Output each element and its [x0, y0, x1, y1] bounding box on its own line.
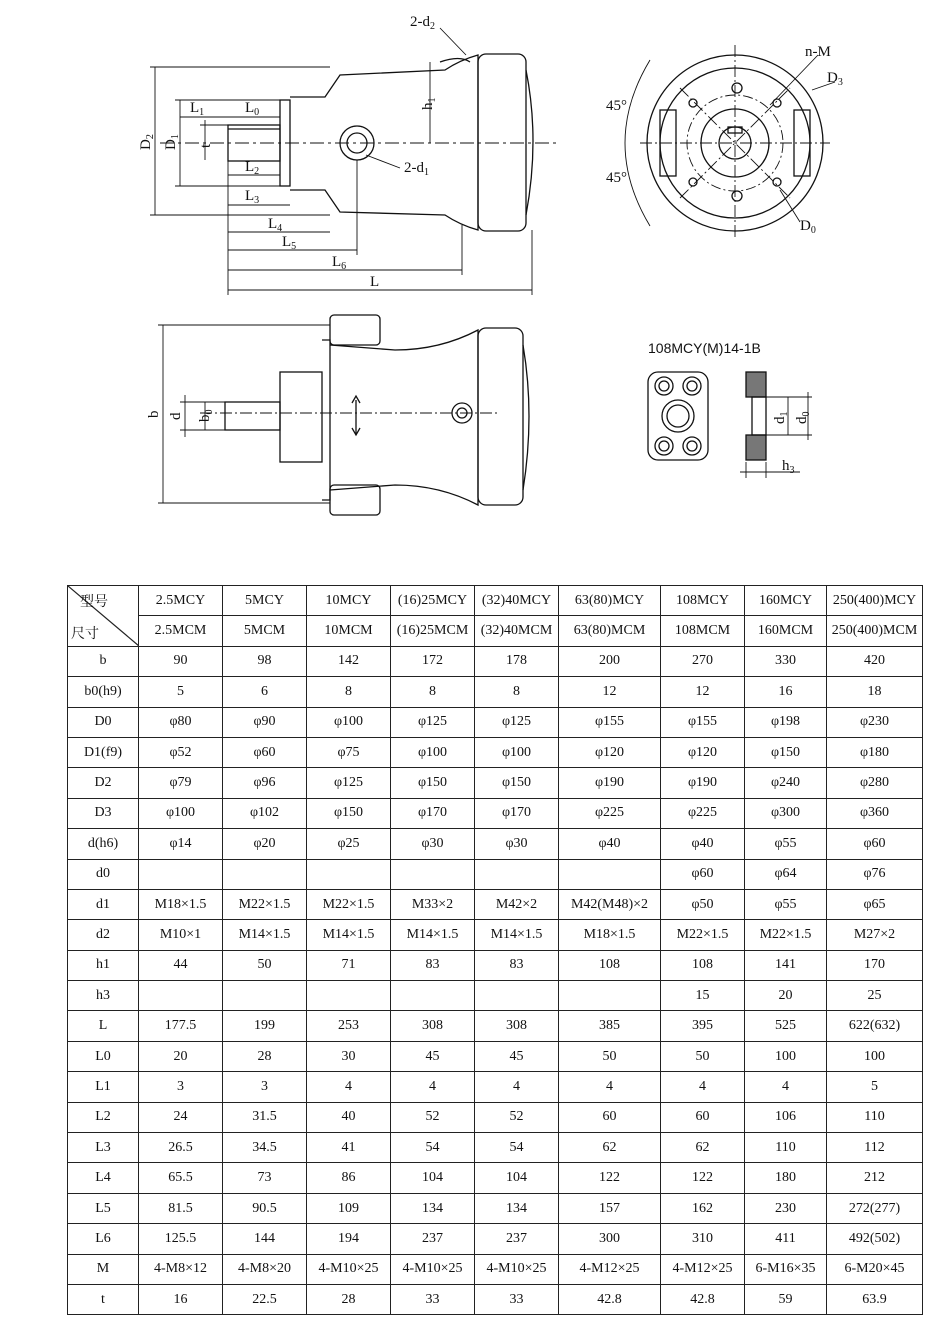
- table-cell: 4: [559, 1072, 661, 1102]
- table-cell: φ20: [223, 829, 307, 859]
- label-h1: $h_1$: [420, 97, 438, 110]
- table-cell: φ225: [661, 798, 745, 828]
- table-cell: [223, 859, 307, 889]
- table-cell: [139, 859, 223, 889]
- label-n-M: n-M: [805, 44, 831, 60]
- table-cell: M33×2: [391, 889, 475, 919]
- table-cell: 28: [307, 1284, 391, 1314]
- table-cell: φ30: [391, 829, 475, 859]
- table-row: [68, 1254, 923, 1284]
- table-cell: M18×1.5: [559, 920, 661, 950]
- label-D3: $D_3$: [827, 70, 843, 88]
- table-row: [68, 1072, 923, 1102]
- table-cell: 104: [475, 1163, 559, 1193]
- table-cell: φ55: [745, 889, 827, 919]
- table-cell: 25: [827, 981, 923, 1011]
- table-cell: 45: [391, 1041, 475, 1071]
- corner-top-label: 型号: [80, 595, 108, 610]
- header-row-mcy: [68, 586, 923, 616]
- table-cell: 622(632): [827, 1011, 923, 1041]
- table-cell: 300: [559, 1224, 661, 1254]
- table-cell: 20: [139, 1041, 223, 1071]
- table-cell: 134: [475, 1193, 559, 1223]
- table-cell: M42(M48)×2: [559, 889, 661, 919]
- table-cell: M14×1.5: [391, 920, 475, 950]
- table-cell: 52: [391, 1102, 475, 1132]
- table-cell: 157: [559, 1193, 661, 1223]
- table-cell: M22×1.5: [661, 920, 745, 950]
- row-label: L4: [68, 1163, 139, 1193]
- table-cell: M18×1.5: [139, 889, 223, 919]
- table-cell: φ102: [223, 798, 307, 828]
- table-cell: φ240: [745, 768, 827, 798]
- table-cell: 308: [391, 1011, 475, 1041]
- label-L0: $L_0$: [245, 100, 260, 118]
- table-cell: M14×1.5: [307, 920, 391, 950]
- header-row-mcm: [68, 616, 923, 646]
- table-cell: 144: [223, 1224, 307, 1254]
- table-cell: 253: [307, 1011, 391, 1041]
- table-cell: φ125: [391, 707, 475, 737]
- table-cell: φ170: [475, 798, 559, 828]
- table-cell: 141: [745, 950, 827, 980]
- header-mcy-cell: (32)40MCY: [475, 586, 559, 616]
- table-cell: φ50: [661, 889, 745, 919]
- table-cell: φ40: [661, 829, 745, 859]
- table-cell: [139, 981, 223, 1011]
- table-cell: 28: [223, 1041, 307, 1071]
- table-cell: 4-M8×12: [139, 1254, 223, 1284]
- label-t: t: [198, 143, 214, 148]
- table-cell: M22×1.5: [307, 889, 391, 919]
- row-label: L3: [68, 1133, 139, 1163]
- table-cell: φ120: [559, 737, 661, 767]
- table-cell: 142: [307, 646, 391, 676]
- row-label: L1: [68, 1072, 139, 1102]
- row-label: b0(h9): [68, 677, 139, 707]
- table-cell: [307, 859, 391, 889]
- table-cell: φ100: [307, 707, 391, 737]
- table-row: [68, 981, 923, 1011]
- table-cell: 73: [223, 1163, 307, 1193]
- label-L6: $L_6$: [332, 254, 347, 272]
- table-row: [68, 950, 923, 980]
- table-row: [68, 707, 923, 737]
- table-cell: 112: [827, 1133, 923, 1163]
- table-cell: 8: [475, 677, 559, 707]
- table-cell: 31.5: [223, 1102, 307, 1132]
- header-mcy-cell: 2.5MCY: [139, 586, 223, 616]
- table-row: [68, 1193, 923, 1223]
- table-cell: 26.5: [139, 1133, 223, 1163]
- table-cell: φ14: [139, 829, 223, 859]
- table-cell: 90: [139, 646, 223, 676]
- front-view: [625, 45, 835, 240]
- table-cell: 98: [223, 646, 307, 676]
- table-cell: [559, 981, 661, 1011]
- table-cell: 44: [139, 950, 223, 980]
- table-cell: 122: [559, 1163, 661, 1193]
- table-cell: φ230: [827, 707, 923, 737]
- table-cell: [307, 981, 391, 1011]
- table-cell: φ125: [307, 768, 391, 798]
- row-label: D0: [68, 707, 139, 737]
- label-d: d: [168, 412, 184, 420]
- row-label: M: [68, 1254, 139, 1284]
- header-mcm-cell: 10MCM: [307, 616, 391, 646]
- table-cell: 5: [139, 677, 223, 707]
- table-cell: [475, 981, 559, 1011]
- table-cell: [475, 859, 559, 889]
- table-cell: 4-M12×25: [661, 1254, 745, 1284]
- table-row: [68, 768, 923, 798]
- table-cell: φ75: [307, 737, 391, 767]
- table-cell: φ79: [139, 768, 223, 798]
- drawing-canvas: [0, 0, 929, 560]
- table-row: [68, 1284, 923, 1314]
- table-cell: 104: [391, 1163, 475, 1193]
- table-row: [68, 1224, 923, 1254]
- table-cell: 30: [307, 1041, 391, 1071]
- table-cell: φ300: [745, 798, 827, 828]
- table-cell: φ65: [827, 889, 923, 919]
- table-row: [68, 646, 923, 676]
- table-row: [68, 1163, 923, 1193]
- table-cell: 42.8: [661, 1284, 745, 1314]
- table-cell: 237: [475, 1224, 559, 1254]
- table-cell: 50: [661, 1041, 745, 1071]
- table-cell: 170: [827, 950, 923, 980]
- table-cell: φ120: [661, 737, 745, 767]
- label-d0: $d_0$: [794, 411, 812, 424]
- table-cell: 411: [745, 1224, 827, 1254]
- row-label: d(h6): [68, 829, 139, 859]
- table-cell: 162: [661, 1193, 745, 1223]
- table-cell: 4: [745, 1072, 827, 1102]
- label-L3: $L_3$: [245, 188, 260, 206]
- row-label: D3: [68, 798, 139, 828]
- row-label: d0: [68, 859, 139, 889]
- table-cell: 50: [223, 950, 307, 980]
- table-cell: φ76: [827, 859, 923, 889]
- table-cell: 59: [745, 1284, 827, 1314]
- table-row: [68, 1102, 923, 1132]
- table-cell: φ55: [745, 829, 827, 859]
- spec-table: [67, 585, 923, 1315]
- table-row: [68, 859, 923, 889]
- table-row: [68, 737, 923, 767]
- table-row: [68, 829, 923, 859]
- table-cell: 230: [745, 1193, 827, 1223]
- table-cell: 100: [745, 1041, 827, 1071]
- table-cell: 4-M10×25: [475, 1254, 559, 1284]
- table-cell: 199: [223, 1011, 307, 1041]
- header-mcm-cell: 160MCM: [745, 616, 827, 646]
- table-cell: 310: [661, 1224, 745, 1254]
- table-cell: φ150: [307, 798, 391, 828]
- table-cell: 106: [745, 1102, 827, 1132]
- table-cell: 81.5: [139, 1193, 223, 1223]
- label-b: b: [146, 410, 162, 418]
- table-cell: φ280: [827, 768, 923, 798]
- label-b0: $b_0$: [197, 409, 215, 422]
- table-cell: 60: [661, 1102, 745, 1132]
- label-angle-top: 45°: [606, 98, 627, 114]
- header-mcm-cell: 108MCM: [661, 616, 745, 646]
- table-cell: 60: [559, 1102, 661, 1132]
- table-cell: 194: [307, 1224, 391, 1254]
- table-cell: 525: [745, 1011, 827, 1041]
- table-cell: 34.5: [223, 1133, 307, 1163]
- table-cell: 12: [559, 677, 661, 707]
- table-cell: [559, 859, 661, 889]
- table-cell: 33: [475, 1284, 559, 1314]
- table-cell: M10×1: [139, 920, 223, 950]
- row-label: L5: [68, 1193, 139, 1223]
- table-cell: φ64: [745, 859, 827, 889]
- table-cell: 237: [391, 1224, 475, 1254]
- table-cell: 90.5: [223, 1193, 307, 1223]
- table-cell: 308: [475, 1011, 559, 1041]
- label-d1: $d_1$: [772, 411, 790, 424]
- label-L4: $L_4$: [268, 216, 283, 234]
- table-cell: φ60: [827, 829, 923, 859]
- label-D2: $D_2$: [138, 134, 156, 150]
- table-cell: φ190: [559, 768, 661, 798]
- table-cell: 86: [307, 1163, 391, 1193]
- table-cell: 4-M12×25: [559, 1254, 661, 1284]
- row-label: h3: [68, 981, 139, 1011]
- table-cell: 272(277): [827, 1193, 923, 1223]
- table-cell: 63.9: [827, 1284, 923, 1314]
- table-cell: 108: [559, 950, 661, 980]
- table-cell: φ96: [223, 768, 307, 798]
- table-cell: 12: [661, 677, 745, 707]
- table-cell: 4-M10×25: [391, 1254, 475, 1284]
- table-cell: 4: [475, 1072, 559, 1102]
- table-cell: φ125: [475, 707, 559, 737]
- table-cell: φ190: [661, 768, 745, 798]
- header-mcm-cell: (32)40MCM: [475, 616, 559, 646]
- table-cell: M14×1.5: [223, 920, 307, 950]
- row-label: d1: [68, 889, 139, 919]
- table-cell: [391, 859, 475, 889]
- table-cell: φ30: [475, 829, 559, 859]
- table-cell: 16: [745, 677, 827, 707]
- table-cell: 5: [827, 1072, 923, 1102]
- table-cell: 42.8: [559, 1284, 661, 1314]
- row-label: b: [68, 646, 139, 676]
- header-mcm-cell: 63(80)MCM: [559, 616, 661, 646]
- table-cell: 395: [661, 1011, 745, 1041]
- label-D1: $D_1$: [163, 134, 181, 150]
- header-mcm-cell: (16)25MCM: [391, 616, 475, 646]
- table-cell: 83: [391, 950, 475, 980]
- table-cell: φ150: [745, 737, 827, 767]
- table-cell: 134: [391, 1193, 475, 1223]
- table-cell: M27×2: [827, 920, 923, 950]
- table-cell: 8: [391, 677, 475, 707]
- table-cell: 4: [307, 1072, 391, 1102]
- table-cell: 200: [559, 646, 661, 676]
- technical-drawings: [0, 0, 929, 560]
- row-label: D1(f9): [68, 737, 139, 767]
- row-label: L0: [68, 1041, 139, 1071]
- header-mcy-cell: 160MCY: [745, 586, 827, 616]
- table-cell: φ225: [559, 798, 661, 828]
- table-cell: 4: [661, 1072, 745, 1102]
- table-cell: M42×2: [475, 889, 559, 919]
- label-L5: $L_5$: [282, 234, 297, 252]
- table-row: [68, 1133, 923, 1163]
- table-cell: 270: [661, 646, 745, 676]
- table-cell: 52: [475, 1102, 559, 1132]
- label-h3: $h_3$: [782, 458, 795, 476]
- table-cell: φ150: [475, 768, 559, 798]
- table-cell: 385: [559, 1011, 661, 1041]
- table-cell: 83: [475, 950, 559, 980]
- row-label: D2: [68, 768, 139, 798]
- table-cell: φ100: [475, 737, 559, 767]
- table-cell: 3: [223, 1072, 307, 1102]
- table-cell: 41: [307, 1133, 391, 1163]
- table-cell: 177.5: [139, 1011, 223, 1041]
- spec-table-body: [68, 586, 923, 1315]
- table-cell: 4-M8×20: [223, 1254, 307, 1284]
- table-cell: 3: [139, 1072, 223, 1102]
- table-row: [68, 920, 923, 950]
- label-L2: $L_2$: [245, 159, 260, 177]
- table-cell: 20: [745, 981, 827, 1011]
- label-2-d1: $2-d_1$: [404, 160, 429, 178]
- table-cell: 172: [391, 646, 475, 676]
- corner-bottom-label: 尺寸: [71, 626, 99, 642]
- table-cell: 16: [139, 1284, 223, 1314]
- table-row: [68, 1011, 923, 1041]
- table-cell: 180: [745, 1163, 827, 1193]
- row-label: h1: [68, 950, 139, 980]
- table-cell: 420: [827, 646, 923, 676]
- table-cell: 178: [475, 646, 559, 676]
- table-cell: [223, 981, 307, 1011]
- header-mcm-cell: 2.5MCM: [139, 616, 223, 646]
- table-cell: 40: [307, 1102, 391, 1132]
- header-mcy-cell: 250(400)MCY: [827, 586, 923, 616]
- port-detail-title: 108MCY(M)14-1B: [648, 340, 761, 356]
- table-cell: 33: [391, 1284, 475, 1314]
- table-cell: 6-M20×45: [827, 1254, 923, 1284]
- table-cell: 8: [307, 677, 391, 707]
- row-label: t: [68, 1284, 139, 1314]
- table-cell: 122: [661, 1163, 745, 1193]
- table-cell: 24: [139, 1102, 223, 1132]
- label-2-d2: $2-d_2$: [410, 14, 435, 32]
- header-mcy-cell: (16)25MCY: [391, 586, 475, 616]
- header-mcy-cell: 108MCY: [661, 586, 745, 616]
- table-cell: 50: [559, 1041, 661, 1071]
- table-row: [68, 798, 923, 828]
- side-view-top: [150, 28, 560, 295]
- header-mcm-cell: 250(400)MCM: [827, 616, 923, 646]
- table-cell: 65.5: [139, 1163, 223, 1193]
- table-row: [68, 677, 923, 707]
- table-cell: 100: [827, 1041, 923, 1071]
- table-cell: φ155: [661, 707, 745, 737]
- table-cell: 108: [661, 950, 745, 980]
- table-cell: 22.5: [223, 1284, 307, 1314]
- table-cell: φ170: [391, 798, 475, 828]
- table-cell: 110: [745, 1133, 827, 1163]
- header-mcm-cell: 5MCM: [223, 616, 307, 646]
- label-D0: $D_0$: [800, 218, 816, 236]
- table-cell: M22×1.5: [745, 920, 827, 950]
- row-label: L2: [68, 1102, 139, 1132]
- table-cell: φ100: [391, 737, 475, 767]
- table-cell: φ80: [139, 707, 223, 737]
- table-cell: φ150: [391, 768, 475, 798]
- table-cell: 6-M16×35: [745, 1254, 827, 1284]
- table-row: [68, 1041, 923, 1071]
- table-cell: 110: [827, 1102, 923, 1132]
- table-cell: φ198: [745, 707, 827, 737]
- table-cell: 54: [391, 1133, 475, 1163]
- table-cell: φ360: [827, 798, 923, 828]
- table-cell: 6: [223, 677, 307, 707]
- table-cell: 18: [827, 677, 923, 707]
- table-cell: 4: [391, 1072, 475, 1102]
- label-angle-bottom: 45°: [606, 170, 627, 186]
- row-label: d2: [68, 920, 139, 950]
- table-cell: 45: [475, 1041, 559, 1071]
- table-cell: 109: [307, 1193, 391, 1223]
- label-L1: $L_1$: [190, 100, 205, 118]
- table-cell: φ25: [307, 829, 391, 859]
- table-cell: 62: [559, 1133, 661, 1163]
- table-cell: M22×1.5: [223, 889, 307, 919]
- table-cell: 330: [745, 646, 827, 676]
- table-cell: 71: [307, 950, 391, 980]
- header-mcy-cell: 63(80)MCY: [559, 586, 661, 616]
- row-label: L6: [68, 1224, 139, 1254]
- table-cell: 62: [661, 1133, 745, 1163]
- table-row: [68, 889, 923, 919]
- table-cell: 4-M10×25: [307, 1254, 391, 1284]
- table-cell: φ60: [661, 859, 745, 889]
- corner-cell: [68, 586, 139, 647]
- row-label: L: [68, 1011, 139, 1041]
- table-cell: φ40: [559, 829, 661, 859]
- header-mcy-cell: 10MCY: [307, 586, 391, 616]
- table-cell: φ100: [139, 798, 223, 828]
- table-cell: 492(502): [827, 1224, 923, 1254]
- table-cell: φ90: [223, 707, 307, 737]
- table-cell: 125.5: [139, 1224, 223, 1254]
- table-cell: φ60: [223, 737, 307, 767]
- table-cell: φ52: [139, 737, 223, 767]
- table-cell: φ180: [827, 737, 923, 767]
- label-L: L: [370, 274, 380, 290]
- table-cell: M14×1.5: [475, 920, 559, 950]
- table-cell: [391, 981, 475, 1011]
- table-cell: 15: [661, 981, 745, 1011]
- table-cell: 54: [475, 1133, 559, 1163]
- table-cell: φ155: [559, 707, 661, 737]
- table-cell: 212: [827, 1163, 923, 1193]
- header-mcy-cell: 5MCY: [223, 586, 307, 616]
